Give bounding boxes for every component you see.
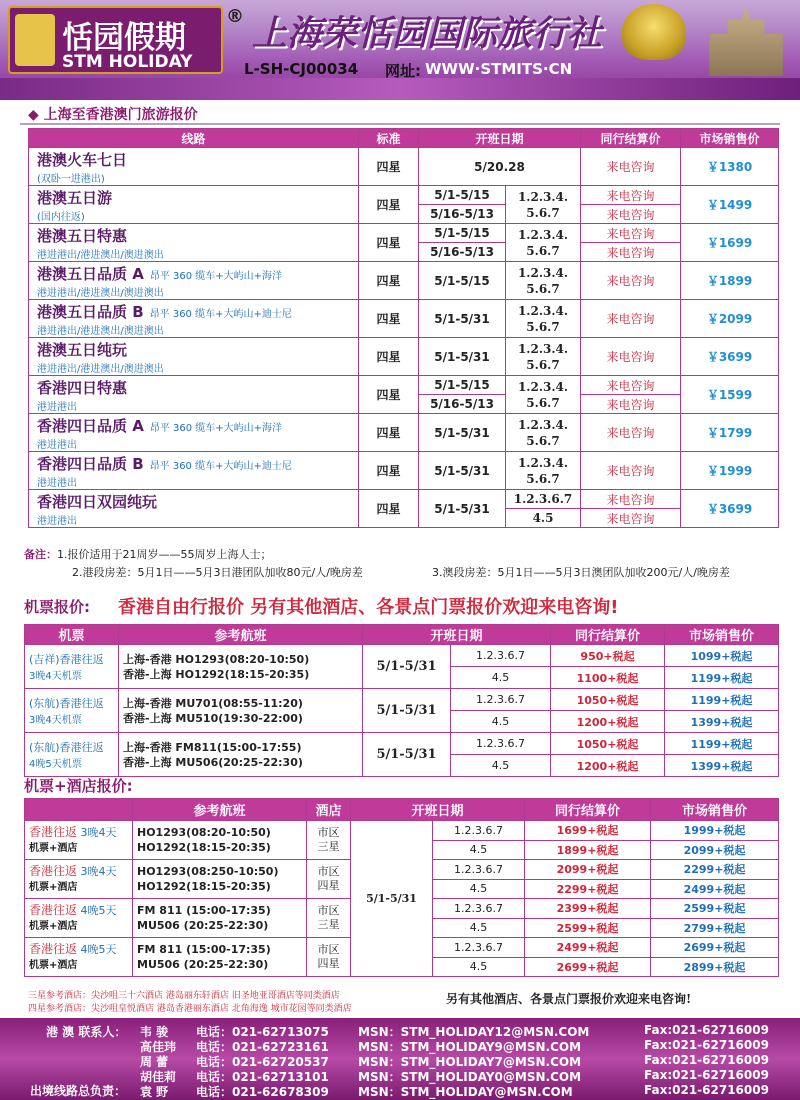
flight-row <box>25 733 779 755</box>
hotel-area: 市区 <box>317 943 340 956</box>
date-range-cell: 5/16-5/13 <box>419 395 506 414</box>
contact-phone: 电话：021-62723161 <box>196 1040 329 1054</box>
package-sub: 机票+酒店 <box>29 842 78 854</box>
trade-price-cell: 来电咨询 <box>581 224 681 243</box>
col-market-price: 市场销售价 <box>665 625 779 645</box>
contact-msn: MSN：STM_HOLIDAY9@MSN.COM <box>358 1040 582 1054</box>
flight-cell <box>133 821 307 860</box>
nights: 3晚4天机票 <box>29 715 82 726</box>
market-price-cell: 2699+税起 <box>651 938 779 958</box>
route-cell <box>29 490 359 528</box>
market-price-cell: ￥1380 <box>681 148 779 186</box>
hotel-cell <box>307 899 351 938</box>
route-name <box>29 225 358 246</box>
weekday-cell: 1.2.3.6.7 <box>451 733 551 755</box>
col-dates: 开班日期 <box>351 799 525 821</box>
standard-cell: 四星 <box>359 300 419 338</box>
route-name-text: 香港四日双园纯玩 <box>37 492 158 511</box>
tour-row <box>29 148 779 186</box>
package-name <box>29 864 132 879</box>
col-market-price: 市场销售价 <box>681 129 779 148</box>
market-price-cell: 1199+税起 <box>665 689 779 711</box>
contact-phone: 电话：021-62678309 <box>196 1085 329 1099</box>
logo-en: STM HOLIDAY <box>62 52 193 72</box>
trade-price-cell: 1899+税起 <box>525 840 651 860</box>
package-nights: 3晚4天 <box>80 864 117 878</box>
weekday-cell: 1.2.3.4. 5.6.7 <box>506 414 581 452</box>
ticket-cell <box>25 689 119 733</box>
contact-phone: 电话：021-62720537 <box>196 1055 329 1069</box>
weekday-cell: 4.5 <box>433 918 525 938</box>
col-hotel: 酒店 <box>307 799 351 821</box>
route-name <box>29 301 358 322</box>
standard-cell: 四星 <box>359 452 419 490</box>
package-sub: 机票+酒店 <box>29 920 78 932</box>
trade-price-cell: 2399+税起 <box>525 899 651 919</box>
market-price-cell: ￥3699 <box>681 490 779 528</box>
date-range-cell: 5/1-5/15 <box>419 224 506 243</box>
ticket-cell <box>25 645 119 689</box>
standard-cell: 四星 <box>359 148 419 186</box>
weekday-cell: 1.2.3.4. 5.6.7 <box>506 186 581 224</box>
trade-price-cell: 来电咨询 <box>581 186 681 205</box>
table-header <box>25 625 779 645</box>
col-trade-price: 同行结算价 <box>551 625 665 645</box>
standard-cell: 四星 <box>359 338 419 376</box>
flight-out: HO1293(08:250-10:50) <box>137 865 279 878</box>
route-highlight: 昂平 360 缆车+大屿山+迪士尼 <box>149 308 292 320</box>
standard-cell: 四星 <box>359 376 419 414</box>
tour-price-table <box>28 128 779 528</box>
table-header <box>29 129 779 148</box>
route-name-text: 港澳五日品质 B <box>37 302 144 321</box>
route-subtitle: 港进港出 <box>37 401 77 413</box>
col-dates: 开班日期 <box>363 625 551 645</box>
weekday-cell: 1.2.3.6.7 <box>433 938 525 958</box>
route-subtitle: 港进港出 <box>37 477 77 489</box>
trade-price-cell: 来电咨询 <box>581 338 681 376</box>
tour-row <box>29 300 779 338</box>
route-name <box>29 149 358 170</box>
flight-out: 上海-香港 FM811(15:00-17:55) <box>123 740 302 754</box>
route-name-text: 港澳五日特惠 <box>37 226 128 245</box>
market-price-cell: ￥1999 <box>681 452 779 490</box>
airline: (东航)香港往返 <box>29 741 104 754</box>
brand-logo <box>8 6 223 74</box>
market-price-cell: 1399+税起 <box>665 711 779 733</box>
market-price-cell: 2299+税起 <box>651 860 779 880</box>
weekday-cell: 1.2.3.6.7 <box>433 821 525 841</box>
flight-back: 香港-上海 MU510(19:30-22:00) <box>123 711 303 725</box>
flight-back: HO1292(18:15-20:35) <box>137 841 271 854</box>
airline: (吉祥)香港往返 <box>29 653 104 666</box>
hotel-stars: 四星 <box>317 957 340 970</box>
col-flight: 参考航班 <box>133 799 307 821</box>
flight-back: 香港-上海 MU506(20:25-22:30) <box>123 755 303 769</box>
contact-footer <box>0 1018 800 1100</box>
package-sub: 机票+酒店 <box>29 881 78 893</box>
weekday-cell: 4.5 <box>451 667 551 689</box>
standard-cell: 四星 <box>359 490 419 528</box>
date-cell: 5/1-5/31 <box>419 452 506 490</box>
date-cell: 5/1-5/31 <box>419 414 506 452</box>
trade-price-cell: 2499+税起 <box>525 938 651 958</box>
hotel-stars: 四星 <box>317 879 340 892</box>
route-cell <box>29 148 359 186</box>
ruins-st-paul-icon <box>700 6 792 76</box>
tour-row <box>29 490 779 509</box>
header-banner <box>0 0 800 100</box>
package-name <box>29 903 132 918</box>
tour-row <box>29 224 779 243</box>
route-subtitle: 港进港出 <box>37 439 77 451</box>
flight-cell <box>133 860 307 899</box>
flight-out: FM 811 (15:00-17:35) <box>137 904 271 917</box>
tour-row <box>29 186 779 205</box>
route-cell <box>29 186 359 224</box>
route-subtitle: (双卧一进港出) <box>37 173 105 185</box>
package-nights: 3晚4天 <box>80 825 117 839</box>
market-price-cell: ￥1599 <box>681 376 779 414</box>
website-link[interactable]: WWW·STMITS·CN <box>425 60 573 78</box>
contact-name: 韦 骏 <box>140 1025 169 1039</box>
flight-back: 香港-上海 HO1292(18:15-20:35) <box>123 667 310 681</box>
logo-mark-icon <box>15 14 55 66</box>
route-name-text: 香港四日品质 B <box>37 454 144 473</box>
col-market-price: 市场销售价 <box>651 799 779 821</box>
market-price-cell: 2799+税起 <box>651 918 779 938</box>
route-cell <box>29 414 359 452</box>
route-cell <box>29 376 359 414</box>
market-price-cell: 2599+税起 <box>651 899 779 919</box>
date-cell: 5/1-5/31 <box>419 300 506 338</box>
nights: 3晚4天机票 <box>29 671 82 682</box>
route-subtitle: 港进港出/港进澳出/澳进澳出 <box>37 287 164 299</box>
trade-price-cell: 来电咨询 <box>581 452 681 490</box>
trade-price-cell: 950+税起 <box>551 645 665 667</box>
flight-row <box>25 689 779 711</box>
route-name-text: 港澳五日品质 A <box>37 264 144 283</box>
route-name <box>29 491 358 512</box>
market-price-cell: 1399+税起 <box>665 755 779 777</box>
trade-price-cell: 1100+税起 <box>551 667 665 689</box>
tour-row <box>29 338 779 376</box>
weekday-cell: 4.5 <box>433 840 525 860</box>
route-cell <box>29 262 359 300</box>
tour-row <box>29 262 779 300</box>
hotel-cell <box>307 821 351 860</box>
flight-row <box>25 645 779 667</box>
weekday-cell: 1.2.3.6.7 <box>506 490 581 509</box>
contact-msn: MSN：STM_HOLIDAY@MSN.COM <box>358 1085 573 1099</box>
more-info-note: 另有其他酒店、各景点门票报价欢迎来电咨询! <box>446 992 692 1006</box>
market-price-cell: 2499+税起 <box>651 879 779 899</box>
date-cell: 5/1-5/31 <box>351 821 433 977</box>
package-name <box>29 942 132 957</box>
package-sub: 机票+酒店 <box>29 959 78 971</box>
weekday-cell: 1.2.3.4. 5.6.7 <box>506 224 581 262</box>
hotel-area: 市区 <box>317 826 340 839</box>
standard-cell: 四星 <box>359 262 419 300</box>
hotel-stars: 三星 <box>317 840 340 853</box>
trade-price-cell: 来电咨询 <box>581 376 681 395</box>
market-price-cell: 2899+税起 <box>651 957 779 977</box>
registered-mark: ® <box>226 6 244 27</box>
flight-out: FM 811 (15:00-17:35) <box>137 943 271 956</box>
route-subtitle: (国内往返) <box>37 211 85 223</box>
date-cell: 5/1-5/31 <box>363 689 451 733</box>
package-title: 香港往返 <box>29 863 78 878</box>
date-cell: 5/1-5/31 <box>419 338 506 376</box>
market-price-cell: ￥1899 <box>681 262 779 300</box>
weekday-cell: 1.2.3.4. 5.6.7 <box>506 338 581 376</box>
package-name <box>29 825 132 840</box>
flight-price-table <box>24 624 779 777</box>
weekday-cell: 1.2.3.6.7 <box>451 689 551 711</box>
tour-row <box>29 452 779 490</box>
hotel-cell <box>307 938 351 977</box>
tour-row <box>29 414 779 452</box>
hotel-area: 市区 <box>317 865 340 878</box>
flight-cell <box>119 689 363 733</box>
date-cell: 5/1-5/31 <box>363 733 451 777</box>
col-dates: 开班日期 <box>419 129 581 148</box>
agency-name: 上海荣恬园国际旅行社 <box>252 14 603 54</box>
route-cell <box>29 452 359 490</box>
col-flight: 参考航班 <box>119 625 363 645</box>
flight-back: MU506 (20:25-22:30) <box>137 919 269 932</box>
weekday-cell: 1.2.3.6.7 <box>433 860 525 880</box>
standard-cell: 四星 <box>359 186 419 224</box>
col-standard: 标准 <box>359 129 419 148</box>
promo-banner: 香港自由行报价 另有其他酒店、各景点门票报价欢迎来电咨询! <box>118 597 619 618</box>
flight-cell <box>133 899 307 938</box>
contact-fax: Fax:021-62716009 <box>644 1023 769 1037</box>
date-range-cell: 5/1-5/15 <box>419 186 506 205</box>
weekday-cell: 1.2.3.6.7 <box>433 899 525 919</box>
tour-row <box>29 376 779 395</box>
nights: 4晚5天机票 <box>29 759 82 770</box>
airline: (东航)香港往返 <box>29 697 104 710</box>
route-subtitle: 港进港出/港进澳出/澳进澳出 <box>37 249 164 261</box>
route-name <box>29 453 358 474</box>
trade-price-cell: 2599+税起 <box>525 918 651 938</box>
route-name <box>29 263 358 284</box>
divider <box>20 123 780 125</box>
route-subtitle: 港进港出 <box>37 515 77 527</box>
package-cell <box>25 899 133 938</box>
section-title-tours: ◆ 上海至香港澳门旅游报价 <box>28 107 198 123</box>
route-subtitle: 港进港出/港进澳出/澳进澳出 <box>37 325 164 337</box>
trade-price-cell: 2099+税起 <box>525 860 651 880</box>
table-header <box>25 799 779 821</box>
package-title: 香港往返 <box>29 902 78 917</box>
route-highlight: 昂平 360 缆车+大屿山+迪士尼 <box>149 460 292 472</box>
contact-name: 胡佳莉 <box>140 1070 177 1084</box>
trade-price-cell: 来电咨询 <box>581 205 681 224</box>
route-cell <box>29 224 359 262</box>
standard-cell: 四星 <box>359 224 419 262</box>
flight-out: 上海-香港 MU701(08:55-11:20) <box>123 696 303 710</box>
market-price-cell: 1099+税起 <box>665 645 779 667</box>
trade-price-cell: 来电咨询 <box>581 395 681 414</box>
section-title-packages: 机票+酒店报价: <box>24 777 133 795</box>
contact-name: 周 蕾 <box>140 1055 169 1069</box>
header-band <box>0 78 800 100</box>
section-title-flights: 机票报价: <box>24 598 90 616</box>
contact-label: 港 澳 联系人： <box>46 1025 127 1039</box>
market-price-cell: 1199+税起 <box>665 667 779 689</box>
package-nights: 4晚5天 <box>80 903 117 917</box>
weekday-cell: 4.5 <box>451 755 551 777</box>
contact-name: 高佳玮 <box>140 1040 177 1054</box>
logo-cn: 恬园假期 <box>62 20 186 56</box>
market-price-cell: ￥3699 <box>681 338 779 376</box>
col-package <box>25 799 133 821</box>
weekday-cell: 4.5 <box>506 509 581 528</box>
market-price-cell: 2099+税起 <box>651 840 779 860</box>
weekday-cell: 1.2.3.4. 5.6.7 <box>506 300 581 338</box>
package-cell <box>25 938 133 977</box>
package-nights: 4晚5天 <box>80 942 117 956</box>
notes-line-3: 3.澳段房差：5月1日——5月3日澳团队加收200元/人/晚房差 <box>432 566 730 579</box>
trade-price-cell: 2699+税起 <box>525 957 651 977</box>
market-price-cell: ￥2099 <box>681 300 779 338</box>
date-range-cell: 5/16-5/13 <box>419 243 506 262</box>
flight-out: HO1293(08:20-10:50) <box>137 826 271 839</box>
trade-price-cell: 1200+税起 <box>551 755 665 777</box>
route-name-text: 港澳五日纯玩 <box>37 340 128 359</box>
weekday-cell: 1.2.3.4. 5.6.7 <box>506 262 581 300</box>
contact-msn: MSN：STM_HOLIDAY7@MSN.COM <box>358 1055 582 1069</box>
weekday-cell: 4.5 <box>433 957 525 977</box>
trade-price-cell: 1050+税起 <box>551 733 665 755</box>
contact-phone: 电话：021-62713075 <box>196 1025 329 1039</box>
contact-fax: Fax:021-62716009 <box>644 1038 769 1052</box>
col-ticket: 机票 <box>25 625 119 645</box>
flight-cell <box>119 733 363 777</box>
date-cell: 5/1-5/31 <box>363 645 451 689</box>
flight-back: HO1292(18:15-20:35) <box>137 880 271 893</box>
route-name-text: 香港四日特惠 <box>37 378 128 397</box>
flight-cell <box>133 938 307 977</box>
trade-price-cell: 来电咨询 <box>581 414 681 452</box>
contact-fax: Fax:021-62716009 <box>644 1053 769 1067</box>
route-cell <box>29 338 359 376</box>
trade-price-cell: 来电咨询 <box>581 300 681 338</box>
hotel-cell <box>307 860 351 899</box>
route-name <box>29 415 358 436</box>
col-trade-price: 同行结算价 <box>525 799 651 821</box>
contact-phone: 电话：021-62713101 <box>196 1070 329 1084</box>
weekday-cell: 1.2.3.6.7 <box>451 645 551 667</box>
package-cell <box>25 821 133 860</box>
route-subtitle: 港进港出/港进澳出/澳进澳出 <box>37 363 164 375</box>
trade-price-cell: 来电咨询 <box>581 243 681 262</box>
route-name-text: 港澳火车七日 <box>37 150 128 169</box>
manager-label: 出境线路总负责： <box>30 1084 127 1098</box>
weekday-cell: 1.2.3.4. 5.6.7 <box>506 376 581 414</box>
route-name <box>29 187 358 208</box>
trade-price-cell: 1699+税起 <box>525 821 651 841</box>
market-price-cell: 1199+税起 <box>665 733 779 755</box>
license-number: L-SH-CJ00034 <box>244 60 359 78</box>
market-price-cell: ￥1799 <box>681 414 779 452</box>
market-price-cell: 1999+税起 <box>651 821 779 841</box>
contact-msn: MSN：STM_HOLIDAY0@MSN.COM <box>358 1070 582 1084</box>
contact-fax: Fax:021-62716009 <box>644 1068 769 1082</box>
market-price-cell: ￥1499 <box>681 186 779 224</box>
route-name <box>29 339 358 360</box>
package-cell <box>25 860 133 899</box>
trade-price-cell: 2299+税起 <box>525 879 651 899</box>
notes-line-1: 备注：1.报价适用于21周岁——55周岁上海人士； <box>24 548 272 561</box>
notes-line-2: 2.港段房差：5月1日——5月3日港团队加收80元/人/晚房差 <box>72 566 363 579</box>
trade-price-cell: 来电咨询 <box>581 490 681 509</box>
trade-price-cell: 来电咨询 <box>581 262 681 300</box>
hotel-stars: 三星 <box>317 918 340 931</box>
date-range-cell: 5/1-5/15 <box>419 376 506 395</box>
flight-cell <box>119 645 363 689</box>
route-cell <box>29 300 359 338</box>
col-route: 线路 <box>29 129 359 148</box>
route-name-text: 香港四日品质 A <box>37 416 144 435</box>
flight-back: MU506 (20:25-22:30) <box>137 958 269 971</box>
golden-lotus-icon <box>622 4 686 60</box>
route-highlight: 昂平 360 缆车+大屿山+海洋 <box>149 422 283 434</box>
route-highlight: 昂平 360 缆车+大屿山+海洋 <box>149 270 283 282</box>
trade-price-cell: 1050+税起 <box>551 689 665 711</box>
weekday-cell: 1.2.3.4. 5.6.7 <box>506 452 581 490</box>
route-name <box>29 377 358 398</box>
package-title: 香港往返 <box>29 824 78 839</box>
package-title: 香港往返 <box>29 941 78 956</box>
market-price-cell: ￥1699 <box>681 224 779 262</box>
route-name-text: 港澳五日游 <box>37 188 113 207</box>
date-cell: 5/1-5/31 <box>419 490 506 528</box>
trade-price-cell: 来电咨询 <box>581 509 681 528</box>
date-cell: 5/1-5/15 <box>419 262 506 300</box>
package-price-table <box>24 798 779 977</box>
standard-cell: 四星 <box>359 414 419 452</box>
col-trade-price: 同行结算价 <box>581 129 681 148</box>
weekday-cell: 4.5 <box>433 879 525 899</box>
trade-price-cell: 来电咨询 <box>581 148 681 186</box>
flight-out: 上海-香港 HO1293(08:20-10:50) <box>123 652 310 666</box>
date-range-cell: 5/16-5/13 <box>419 205 506 224</box>
hotel-note-4star: 四星参考酒店：尖沙咀皇悦酒店 港岛香港丽东酒店 北角海逸 城市花园等同类酒店 <box>28 1004 352 1014</box>
trade-price-cell: 1200+税起 <box>551 711 665 733</box>
contact-name: 袁 野 <box>140 1085 169 1099</box>
website-label: 网址: <box>385 62 421 80</box>
date-cell: 5/20.28 <box>419 148 581 186</box>
hotel-note-3star: 三星参考酒店：尖沙咀三十六酒店 港岛丽东轩酒店 旧圣地亚哥酒店等同类酒店 <box>28 991 340 1001</box>
hotel-area: 市区 <box>317 904 340 917</box>
contact-fax: Fax:021-62716009 <box>644 1083 769 1097</box>
package-row <box>25 821 779 841</box>
weekday-cell: 4.5 <box>451 711 551 733</box>
ticket-cell <box>25 733 119 777</box>
contact-msn: MSN：STM_HOLIDAY12@MSN.COM <box>358 1025 590 1039</box>
